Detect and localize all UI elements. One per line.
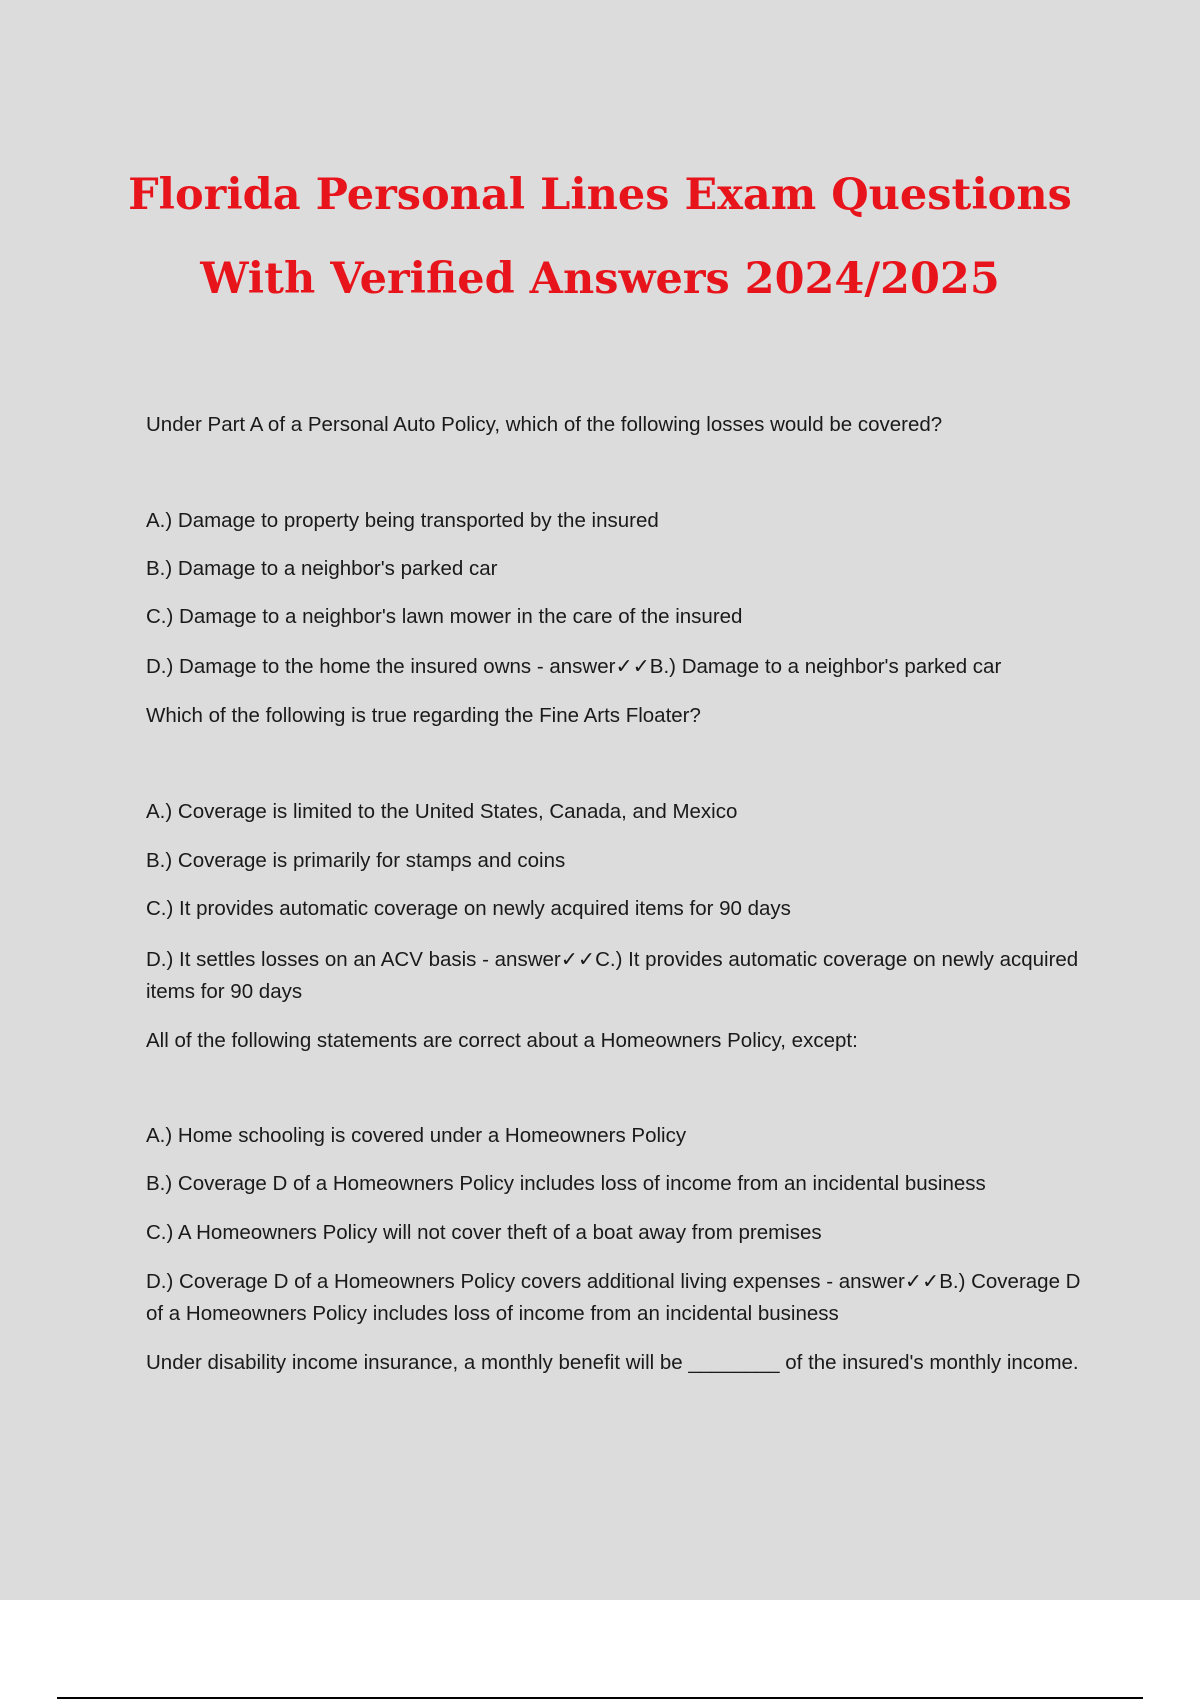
question-3-option-c: C.) A Homeowners Policy will not cover theft of a boat away from premises bbox=[146, 1221, 822, 1244]
question-3: All of the following statements are correct about a Homeowners Policy, except: bbox=[146, 1029, 858, 1052]
title-text-1: Florida Personal Lines Exam Questions bbox=[128, 170, 1072, 220]
question-3-option-b: B.) Coverage D of a Homeowners Policy includes loss of income from an incidental business bbox=[146, 1172, 986, 1195]
question-1-option-b: B.) Damage to a neighbor's parked car bbox=[146, 557, 498, 580]
title-line-2 bbox=[0, 254, 1200, 304]
title-line-1 bbox=[0, 170, 1200, 220]
question-1: Under Part A of a Personal Auto Policy, which of the following losses would be covered? bbox=[146, 413, 943, 436]
question-2: Which of the following is true regarding the Fine Arts Floater? bbox=[146, 704, 701, 727]
title-text-2: With Verified Answers 2024/2025 bbox=[200, 254, 1000, 304]
question-2-option-c: C.) It provides automatic coverage on newly acquired items for 90 days bbox=[146, 897, 791, 920]
question-1-option-d: D.) Damage to the home the insured owns - answer✓✓B.) Damage to a neighbor's parked car bbox=[146, 655, 1002, 678]
footer-divider bbox=[57, 1697, 1143, 1699]
question-4: Under disability income insurance, a monthly benefit will be ________ of the insured's monthly income. bbox=[146, 1351, 1079, 1374]
question-1-option-c: C.) Damage to a neighbor's lawn mower in the care of the insured bbox=[146, 605, 743, 628]
question-2-option-d: D.) It settles losses on an ACV basis - answer✓✓C.) It provides automatic coverage on newly acquired items for 90 days bbox=[146, 948, 1079, 1003]
question-1-option-a: A.) Damage to property being transported by the insured bbox=[146, 509, 659, 532]
question-3-option-a: A.) Home schooling is covered under a Homeowners Policy bbox=[146, 1124, 687, 1147]
question-3-option-d: D.) Coverage D of a Homeowners Policy covers additional living expenses - answer✓✓B.) Coverage D of a Homeowners Policy includes loss of income from an incidental business bbox=[146, 1270, 1081, 1325]
question-2-option-b: B.) Coverage is primarily for stamps and coins bbox=[146, 849, 566, 872]
question-2-option-a: A.) Coverage is limited to the United States, Canada, and Mexico bbox=[146, 800, 738, 823]
